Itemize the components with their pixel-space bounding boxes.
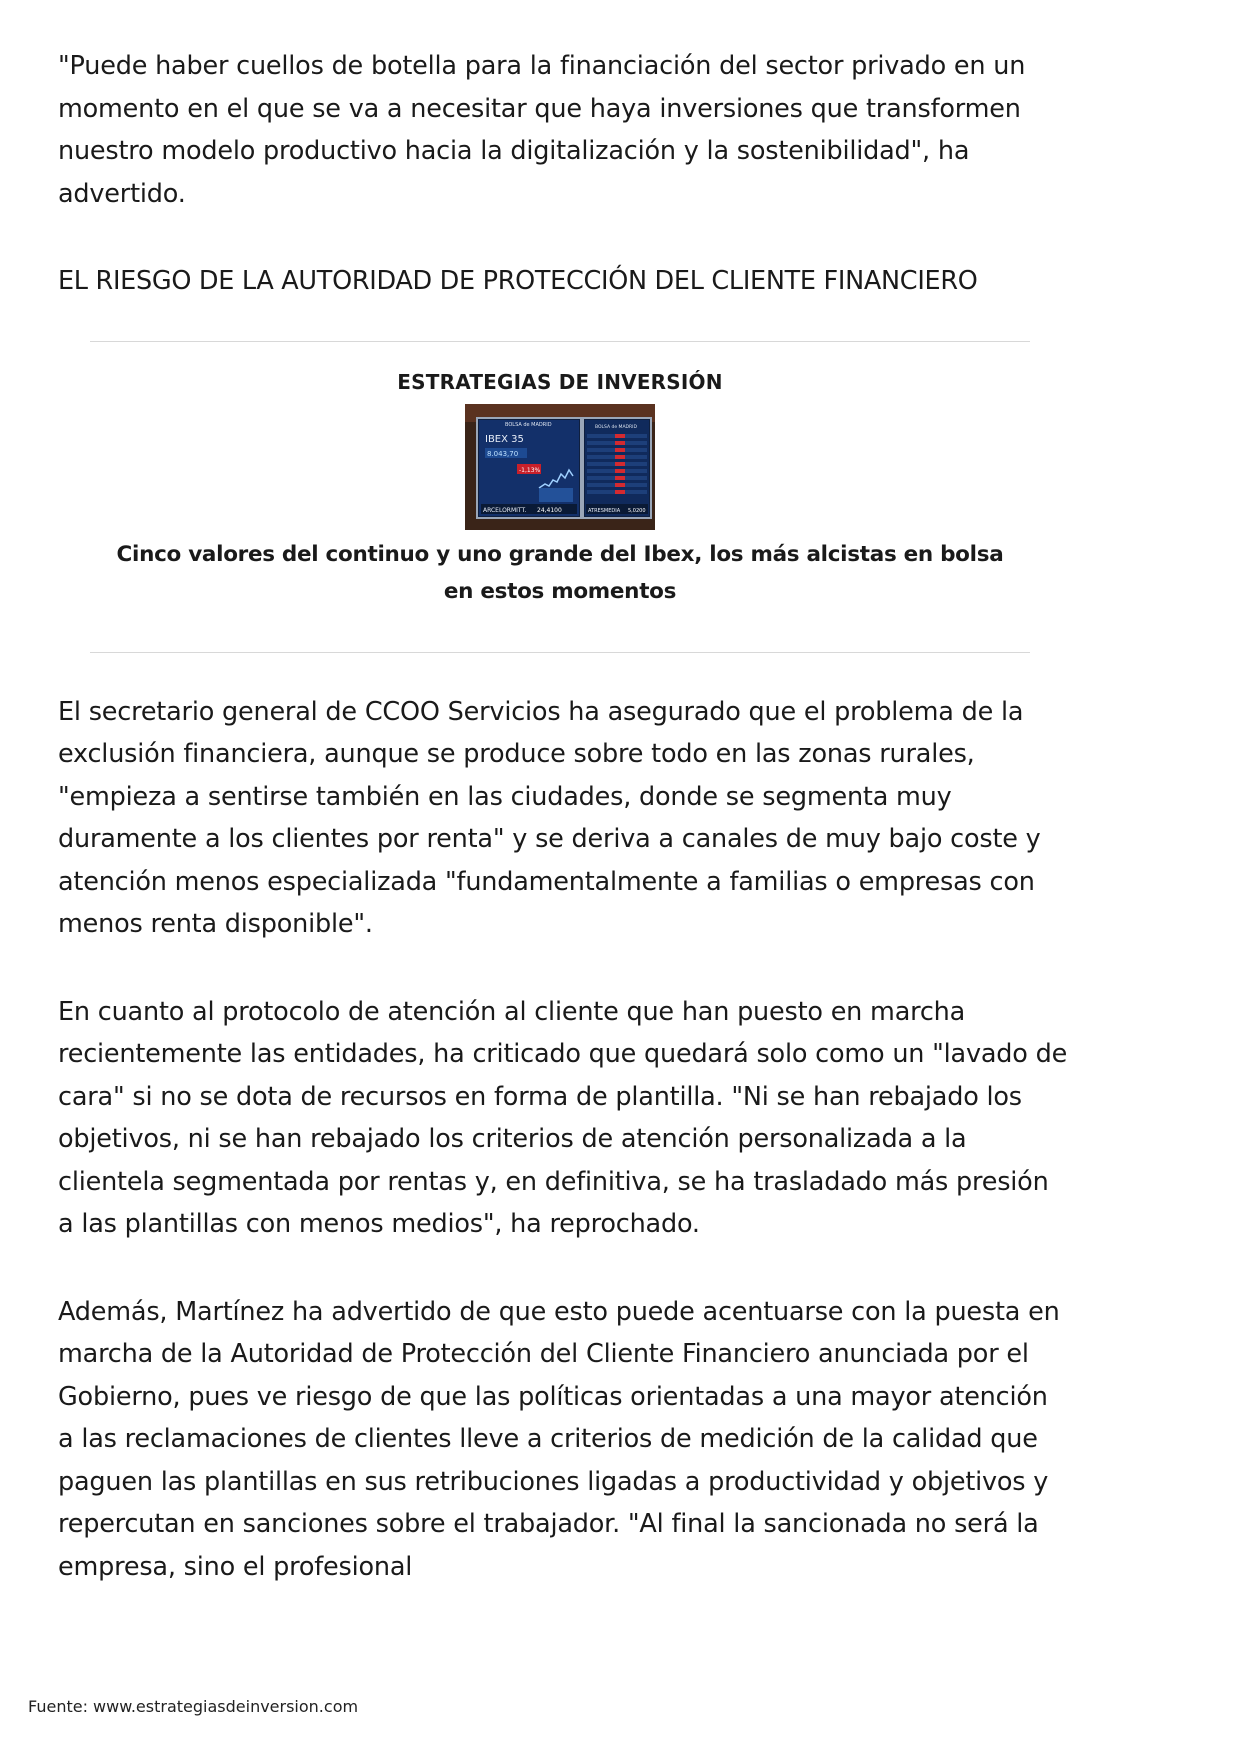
paragraph: El secretario general de CCOO Servicios ha asegurado que el problema de la exclusión financiera, aunque se produce sobre todo en las zonas rurales, "empieza a sentirse también en las ciudades, donde se segmenta muy duramente a los clientes por renta" y se deriva a canales de muy bajo coste y atención menos especializada "fundamentalmente a familias o empresas con menos renta disponible". bbox=[58, 696, 1041, 939]
related-thumbnail-image[interactable] bbox=[465, 404, 655, 530]
ticker-right-value: 5,0200 bbox=[628, 507, 646, 514]
index-label: IBEX 35 bbox=[485, 433, 524, 445]
quote-rows bbox=[587, 434, 647, 494]
ticker-left: ARCELORMITT. bbox=[483, 506, 527, 514]
ticker-left-value: 24,4100 bbox=[537, 506, 562, 514]
index-change: -1,13% bbox=[519, 466, 541, 474]
related-kicker: ESTRATEGIAS DE INVERSIÓN bbox=[397, 369, 723, 394]
source-footer: Fuente: www.estrategiasdeinversion.com bbox=[28, 1697, 359, 1716]
paragraph: Además, Martínez ha advertido de que esto puede acentuarse con la puesta en marcha de la Autoridad de Protección del Cliente Financiero anunciada por el Gobierno, pues ve riesgo de que las políticas orientadas a una mayor atención a las reclamaciones de clientes lleve a criterios de medición de la calidad que paguen las plantillas en sus retribuciones ligadas a productividad y objetivos y repercutan en sanciones sobre el trabajador. "Al final la sancionada no será la empresa, sino el profesional bbox=[58, 1296, 1060, 1582]
article-body bbox=[58, 45, 1068, 1588]
paragraph: En cuanto al protocolo de atención al cliente que han puesto en marcha recientemente las entidades, ha criticado que quedará solo como un "lavado de cara" si no se dota de recursos en forma de plantilla. "Ni se han rebajado los objetivos, ni se han rebajado los criterios de atención personalizada a la clientela segmentada por rentas y, en definitiva, se ha trasladado más presión a las plantillas con menos medios", ha reprochado. bbox=[58, 996, 1068, 1239]
related-article-box[interactable] bbox=[90, 341, 1030, 653]
section-heading: EL RIESGO DE LA AUTORIDAD DE PROTECCIÓN DEL CLIENTE FINANCIERO bbox=[58, 266, 978, 296]
ticker-right: ATRESMEDIA bbox=[588, 507, 621, 514]
related-article-title-link[interactable]: Cinco valores del continuo y uno grande del Ibex, los más alcistas en bolsa en estos momentos bbox=[116, 541, 1004, 604]
board-right-label: BOLSA de MADRID bbox=[595, 424, 637, 430]
index-value: 8.043,70 bbox=[487, 449, 519, 458]
paragraph: "Puede haber cuellos de botella para la financiación del sector privado en un momento en el que se va a necesitar que haya inversiones que transformen nuestro modelo productivo hacia la digitalización y la sostenibilidad", ha advertido. bbox=[58, 51, 1026, 209]
board-left-label: BOLSA de MADRID bbox=[505, 421, 552, 428]
